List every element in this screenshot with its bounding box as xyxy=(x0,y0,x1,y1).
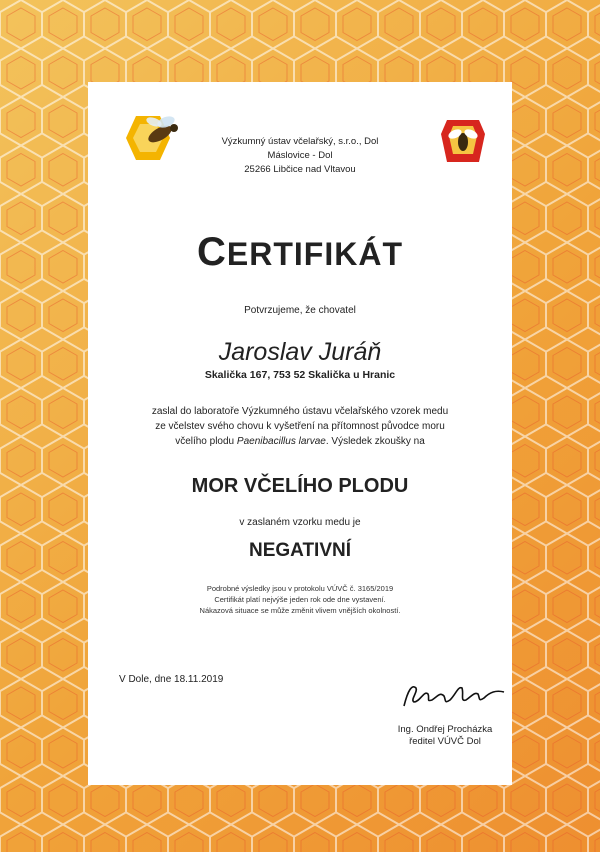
body-line-3-start: včelího plodu xyxy=(175,436,237,447)
breeder-address: Skalička 167, 753 52 Skalička u Hranic xyxy=(204,369,396,381)
test-result: NEGATIVNÍ xyxy=(248,540,352,561)
signer-name: Ing. Ondřej Procházka xyxy=(397,724,493,735)
beekeepers-union-logo-icon xyxy=(437,116,489,166)
institute-header xyxy=(170,135,430,177)
signer-block xyxy=(370,724,520,748)
breeder-name: Jaroslav Juráň xyxy=(218,338,382,366)
note-protocol: Podrobné výsledky jsou v protokolu VÚVČ č. 3165/2019 xyxy=(206,584,394,593)
certificate-notes xyxy=(120,583,480,616)
note-validity: Certifikát platí nejvýše jeden rok ode dne vystavení. xyxy=(214,595,386,604)
place-date: V Dole, dne 18.11.2019 xyxy=(119,674,224,685)
title-rest: ERTIFIKÁT xyxy=(226,236,403,272)
note-situation: Nákazová situace se může změnit vlivem vnějších okolností. xyxy=(199,606,401,615)
institute-address-line2: 25266 Libčice nad Vltavou xyxy=(244,164,356,175)
institute-address-line1: Máslovice - Dol xyxy=(267,150,333,161)
body-line-2: ze včelstev svého chovu k vyšetření na přítomnost původce moru xyxy=(155,421,445,432)
signer-position: ředitel VÚVČ Dol xyxy=(409,736,481,747)
certificate-body xyxy=(120,404,480,449)
body-line-1: zaslal do laboratoře Výzkumného ústavu včelařského vzorek medu xyxy=(151,406,449,417)
title-first-letter: C xyxy=(197,230,227,274)
sample-text: v zaslaném vzorku medu je xyxy=(239,517,361,528)
signature-icon xyxy=(400,680,510,710)
certificate-title xyxy=(120,230,480,275)
disease-name: MOR VČELÍHO PLODU xyxy=(191,475,409,497)
pathogen-species: Paenibacillus larvae xyxy=(236,436,326,447)
body-line-3 xyxy=(120,434,480,449)
intro-text: Potvrzujeme, že chovatel xyxy=(244,305,356,316)
institute-name: Výzkumný ústav včelařský, s.r.o., Dol xyxy=(221,136,379,147)
body-line-3-end: . Výsledek zkoušky na xyxy=(325,436,425,447)
